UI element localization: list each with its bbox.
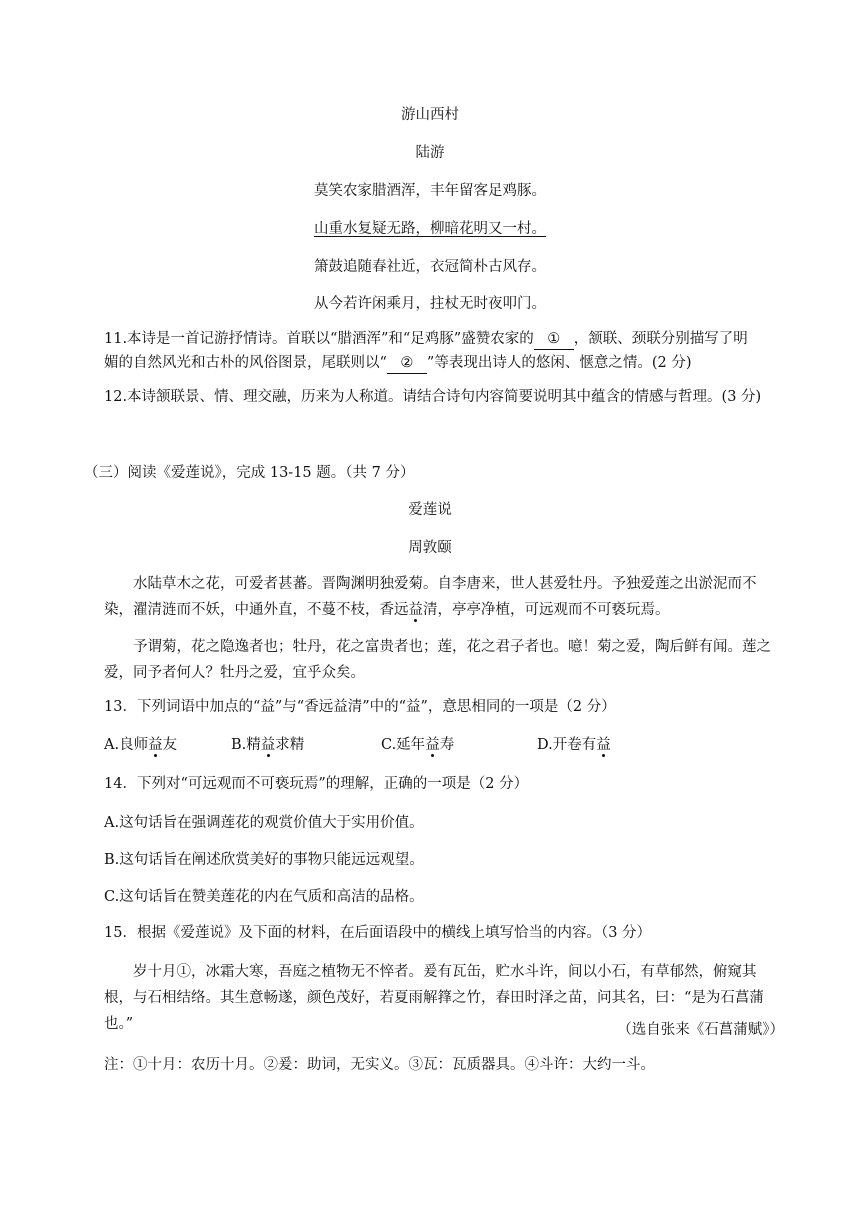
poem-line-2-wrap <box>0 216 860 242</box>
q11-text-2: ，颔联、颈联分别描写了明 <box>573 331 748 347</box>
q13-option-b <box>231 732 304 758</box>
q11-line-1 <box>104 326 784 352</box>
q13-b-post: 求精 <box>275 737 305 753</box>
q13-c-pre: C.延年 <box>381 737 426 753</box>
q14-option-b: B.这句话旨在阐述欣赏美好的事物只能远远观望。 <box>104 852 424 868</box>
poem-line-1: 莫笑农家腊酒浑，丰年留客足鸡豚。 <box>314 183 546 199</box>
poem-line-4: 从今若许闲乘月，拄杖无时夜叩门。 <box>314 296 546 312</box>
q13-option-d <box>537 732 611 758</box>
q14-option-a: A.这句话旨在强调莲花的观赏价值大于实用价值。 <box>104 815 424 831</box>
section3-heading: （三）阅读《爱莲说》，完成 13-15 题。（共 7 分） <box>84 465 415 481</box>
poem-line-2: 山重水复疑无路，柳暗花明又一村。 <box>314 221 546 237</box>
q13-d-dotted-char: 益 <box>596 737 611 753</box>
q15-note: 注：①十月：农历十月。②爰：助词，无实义。③瓦：瓦质器具。④斗许：大约一斗。 <box>104 1057 655 1073</box>
essay-title: 爱莲说 <box>408 502 452 518</box>
q11-text-3: 媚的自然风光和古朴的风俗图景，尾联则以“ <box>104 355 387 371</box>
q13-b-dotted-char: 益 <box>260 737 276 753</box>
q14-option-c: C.这句话旨在赞美莲花的内在气质和高洁的品格。 <box>104 889 424 905</box>
essay-p1-dotted-char: 益 <box>408 602 423 618</box>
q13-c-post: 寿 <box>439 737 455 753</box>
q13-a-dotted-char: 益 <box>148 737 163 753</box>
q11-blank-1: ① <box>534 329 574 350</box>
poem-line-3: 箫鼓追随春社近，衣冠简朴古风存。 <box>314 259 546 275</box>
essay-author: 周敦颐 <box>408 540 452 556</box>
poem-title: 游山西村 <box>401 107 459 123</box>
q15-source: （选自张来《石菖蒲赋》） <box>617 1022 784 1038</box>
q13-a-post: 友 <box>162 737 178 753</box>
q13-b-pre: B.精 <box>231 737 261 753</box>
q13-a-pre: A.良师 <box>104 737 149 753</box>
q13-c-dotted-char: 益 <box>425 737 440 753</box>
q13-option-c <box>381 732 454 758</box>
q13-d-pre: D.开卷有 <box>537 737 597 753</box>
q11-text-1: 11.本诗是一首记游抒情诗。首联以“腊酒浑”和“足鸡豚”盛赞农家的 <box>104 331 534 347</box>
poem-author: 陆游 <box>415 145 445 161</box>
essay-paragraph-2: 予谓菊，花之隐逸者也；牡丹，花之富贵者也；莲，花之君子者也。噫！菊之爱，陶后鲜有闻。莲之爱，同予者何人？牡丹之爱，宜乎众矣。 <box>104 639 771 681</box>
q11-blank-2: ② <box>387 353 427 374</box>
q12-stem: 12.本诗颔联景、情、理交融，历来为人称道。请结合诗句内容简要说明其中蕴含的情感与哲理。(3 分) <box>104 389 762 405</box>
essay-p1-text-a: 水陆草木之花，可爱者甚蕃。晋陶渊明独爱菊。自李唐来，世人甚爱牡丹。予独爱莲之出淤泥而不染，濯清涟而不妖，中通外直，不蔓不枝，香远 <box>104 576 757 618</box>
q15-material: 岁十月①，冰霜大寒，吾庭之植物无不悴者。爰有瓦缶，贮水斗许，间以小石，有草郁然，俯窥其根，与石相结络。其生意畅遂，颜色茂好，若夏雨解箨之竹，春田时泽之苗，问其名，曰：“是为石菖蒲也。” <box>104 964 764 1032</box>
q11-text-4: ”等表现出诗人的悠闲、惬意之情。(2 分) <box>426 355 692 371</box>
essay-p1-text-b: 清，亭亭净植，可远观而不可亵玩焉。 <box>423 602 670 618</box>
q11-line-2 <box>104 350 784 376</box>
essay-paragraph-1 <box>104 571 784 623</box>
q13-stem: 13．下列词语中加点的“益”与“香远益清”中的“益”，意思相同的一项是（2 分） <box>104 699 616 715</box>
q15-stem: 15．根据《爱莲说》及下面的材料，在后面语段中的横线上填写恰当的内容。（3 分） <box>104 925 652 941</box>
q14-stem: 14．下列对“可远观而不可亵玩焉”的理解，正确的一项是（2 分） <box>104 776 529 792</box>
q13-option-a <box>104 732 177 758</box>
